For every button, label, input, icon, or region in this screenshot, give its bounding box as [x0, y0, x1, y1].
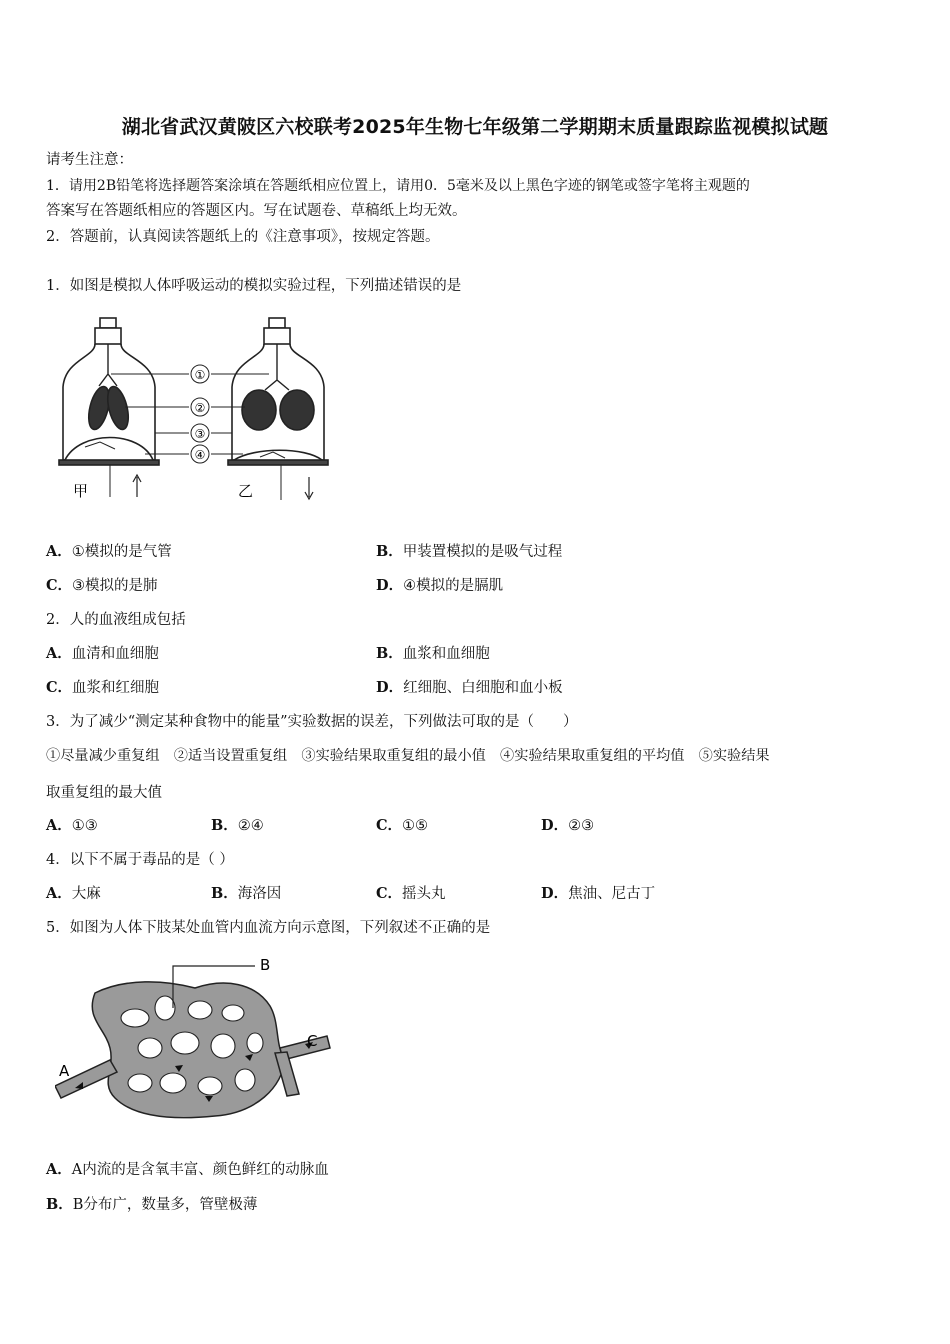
q3-option-c[interactable]: C．①⑤ [376, 817, 429, 834]
page-title: 湖北省武汉黄陂区六校联考2025年生物七年级第二学期期末质量跟踪监视模拟试题 [121, 116, 829, 138]
q2-option-d[interactable]: D．红细胞、白细胞和血小板 [376, 679, 563, 696]
q3-items-line-1: ①尽量减少重复组 ②适当设置重复组 ③实验结果取重复组的最小值 ④实验结果取重复组的平均值 ⑤实验结果 [46, 748, 770, 764]
q5-stem: 5．如图为人体下肢某处血管内血流方向示意图，下列叙述不正确的是 [46, 920, 491, 936]
notice-line-3: 2．答题前，认真阅读答题纸上的《注意事项》，按规定答题。 [46, 229, 440, 245]
q5-option-a[interactable]: A．A内流的是含氧丰富、颜色鲜红的动脉血 [46, 1161, 329, 1178]
q4-option-b[interactable]: B．海洛因 [211, 885, 282, 902]
label-a: A [59, 1062, 70, 1080]
q1-option-a[interactable]: A．①模拟的是气管 [46, 543, 172, 560]
q1-stem: 1．如图是模拟人体呼吸运动的模拟实验过程，下列描述错误的是 [46, 278, 462, 294]
bell-jar-right [228, 318, 328, 500]
q2-option-b[interactable]: B．血浆和血细胞 [376, 645, 490, 662]
q3-option-a[interactable]: A．①③ [46, 817, 98, 834]
q1-option-b[interactable]: B．甲装置模拟的是吸气过程 [376, 543, 563, 560]
capillary-network-figure [55, 948, 345, 1138]
q1-option-d[interactable]: D．④模拟的是膈肌 [376, 577, 504, 594]
q3-option-b[interactable]: B．②④ [211, 817, 264, 834]
label-4: ④ [194, 448, 206, 462]
q2-option-a[interactable]: A．血清和血细胞 [46, 645, 159, 662]
label-c: C [307, 1032, 318, 1050]
notice-heading: 请考生注意： [46, 152, 133, 168]
q5-option-b[interactable]: B．B分布广，数量多，管壁极薄 [46, 1196, 258, 1213]
label-2: ② [194, 401, 206, 415]
q2-option-c[interactable]: C．血浆和红细胞 [46, 679, 160, 696]
q4-option-d[interactable]: D．焦油、尼古丁 [541, 885, 656, 902]
q3-option-d[interactable]: D．②③ [541, 817, 595, 834]
label-3: ③ [194, 427, 206, 441]
q4-option-c[interactable]: C．摇头丸 [376, 885, 446, 902]
breathing-model-figure [55, 312, 345, 512]
capillary-network [55, 982, 330, 1118]
q3-items-line-2: 取重复组的最大值 [46, 785, 162, 801]
caption-yi: 乙 [238, 482, 254, 500]
notice-line-1: 1．请用2B铅笔将选择题答案涂填在答题纸相应位置上，请用0．5毫米及以上黑色字迹的钢笔或签字笔将主观题的 [46, 178, 750, 194]
q3-stem: 3．为了减少“测定某种食物中的能量”实验数据的误差，下列做法可取的是（ ） [46, 714, 578, 730]
q2-stem: 2．人的血液组成包括 [46, 612, 186, 628]
notice-line-2: 答案写在答题纸相应的答题区内。写在试题卷、草稿纸上均无效。 [46, 203, 467, 219]
caption-jia: 甲 [73, 482, 89, 500]
q4-option-a[interactable]: A．大麻 [46, 885, 101, 902]
label-1: ① [194, 368, 206, 382]
q4-stem: 4．以下不属于毒品的是（ ） [46, 852, 234, 868]
q1-option-c[interactable]: C．③模拟的是肺 [46, 577, 158, 594]
label-b: B [260, 956, 271, 974]
